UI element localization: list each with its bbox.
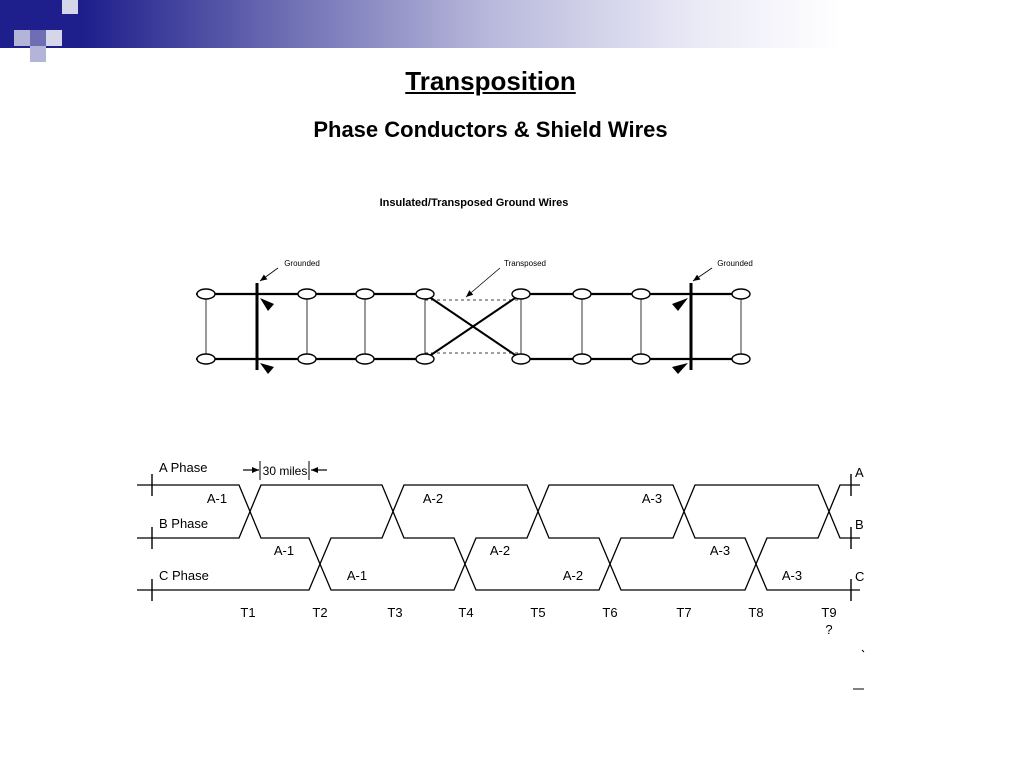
figure-caption: Insulated/Transposed Ground Wires [379, 197, 569, 209]
tower-label: T9 [821, 605, 837, 620]
segment-label-upper: A-3 [641, 491, 663, 506]
segment-label-lower: A-3 [781, 568, 803, 583]
segment-label-lower: A-2 [562, 568, 584, 583]
label-transposed: Transposed [504, 259, 546, 268]
phase-label-a-right: A [855, 465, 864, 480]
cropped-remnant [853, 650, 864, 689]
phase-conductors [137, 485, 860, 590]
ground-clamp-icon [260, 298, 274, 311]
phase-label-b: B Phase [159, 516, 209, 531]
tower-label: T6 [602, 605, 618, 620]
segment-label-middle: A-2 [489, 543, 511, 558]
tower-label: T5 [530, 605, 546, 620]
phase-label-c-right: C [855, 569, 865, 584]
phase-transposition-diagram [137, 460, 864, 689]
slide-title: Transposition [405, 66, 576, 96]
phase-label-a: A Phase [159, 460, 208, 475]
tower-label: T2 [312, 605, 328, 620]
tower-label: T1 [240, 605, 256, 620]
ground-clamp-icons [260, 298, 688, 374]
label-grounded-left: Grounded [284, 259, 320, 268]
tower-label: T3 [387, 605, 403, 620]
ground-clamp-icon [260, 363, 274, 374]
slide-subtitle: Phase Conductors & Shield Wires [313, 117, 668, 142]
segment-label-middle: A-1 [273, 543, 295, 558]
tower-label: T8 [748, 605, 764, 620]
phase-label-b-right: B [855, 517, 864, 532]
segment-label-middle: A-3 [709, 543, 731, 558]
ground-clamp-icon [672, 298, 688, 311]
tower-note: ? [825, 622, 833, 637]
ground-clamp-icon [672, 363, 688, 374]
span-marker [243, 461, 327, 480]
segment-label-upper: A-2 [422, 491, 444, 506]
segment-label-upper: A-1 [206, 491, 228, 506]
transposition-cross [425, 294, 521, 359]
label-grounded-right: Grounded [717, 259, 753, 268]
span-label: 30 miles [262, 464, 308, 478]
ground-wire-figure [196, 197, 753, 374]
tower-label: T7 [676, 605, 692, 620]
segment-label-lower: A-1 [346, 568, 368, 583]
phase-label-c: C Phase [159, 568, 209, 583]
tower-label: T4 [458, 605, 474, 620]
